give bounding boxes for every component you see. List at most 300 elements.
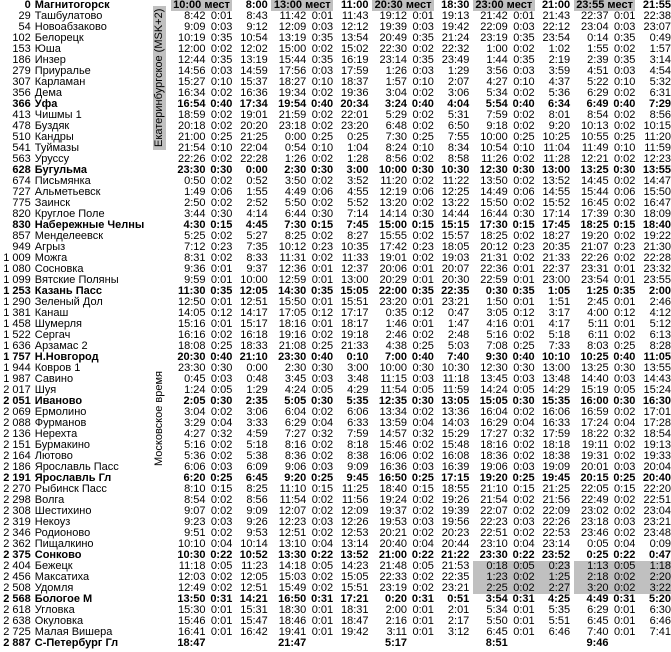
arrival-time: 23:18 (581, 516, 609, 528)
arrival-time: 1:23 (473, 572, 508, 583)
arrival-time: 8:51 (485, 637, 508, 649)
arrival-time: 8:16 (284, 439, 307, 451)
departure-time: 0:10 (346, 351, 369, 363)
stop-duration: 0:30 (210, 208, 233, 220)
departure-time: 11:22 (442, 175, 470, 187)
local-departure-time: 20:30 мест (372, 0, 434, 11)
distance-km: 2 191 (3, 472, 31, 484)
arrival-time: 5:34 (486, 604, 508, 616)
departure-time: 18:38 (542, 450, 571, 462)
departure-time: 1:51 (548, 296, 571, 308)
stop-duration: 0:01 (311, 604, 334, 616)
arrival-time: 20:12 (480, 241, 508, 253)
tz-spacer (152, 638, 171, 649)
arrival-time: 19:34 (278, 87, 307, 99)
stop-duration (206, 638, 233, 649)
departure-time: 11:59 (644, 142, 671, 154)
tz-spacer (152, 297, 171, 308)
tz-spacer (152, 561, 171, 572)
departure-time: 15:31 (240, 604, 268, 616)
departure-time: 19:26 (441, 494, 470, 506)
stop-duration: 0:30 (311, 395, 334, 407)
stop-duration: 0:02 (311, 329, 334, 341)
arrival-time: 10:00 (379, 362, 408, 374)
distance-km: 2 051 (3, 395, 31, 407)
station-row (0, 143, 671, 154)
tz-spacer (152, 209, 171, 220)
stop-duration: 0:12 (210, 307, 233, 319)
arrival-time: 4:16 (486, 318, 508, 330)
arrival-time: 2:18 (574, 572, 609, 583)
departure-time: 4:37 (548, 76, 571, 88)
arrival-time: 16:44 (480, 208, 508, 220)
departure-time: 10:54 (240, 32, 268, 44)
stop-duration: 0:22 (311, 549, 334, 561)
stop-duration: 0:02 (412, 109, 434, 121)
departure-time: 6:33 (347, 417, 369, 429)
departure-time: 2:07 (447, 76, 470, 88)
stop-duration: 0:40 (411, 98, 434, 110)
departure-time: 20:20 (240, 120, 268, 132)
stop-duration: 0:02 (513, 406, 535, 418)
stop-duration: 0:02 (412, 494, 434, 506)
departure-time: 5:03 (447, 340, 470, 352)
stop-duration: 0:02 (311, 230, 334, 242)
departure-time: 11:56 (341, 494, 369, 506)
arrival-time: 14:49 (480, 186, 508, 198)
departure-time: 0:49 (649, 32, 671, 44)
departure-time: 18:55 (441, 483, 470, 495)
arrival-time: 12:30 (479, 164, 508, 176)
arrival-time: 19:39 (379, 21, 408, 33)
stop-duration: 0:25 (613, 131, 636, 143)
distance-km: 1 009 (3, 252, 31, 264)
stop-duration: 0:01 (513, 626, 535, 638)
arrival-time: 17:56 (278, 65, 307, 77)
arrival-time: 16:36 (379, 461, 408, 473)
station-name: Сергач (34, 329, 71, 341)
arrival-time: 6:49 (586, 98, 609, 110)
stop-duration: 0:02 (613, 450, 636, 462)
arrival-time: 10:55 (581, 131, 609, 143)
station-name: Новоабзаково (34, 21, 107, 33)
stop-duration: 0:06 (613, 186, 636, 198)
arrival-time: 20:06 (379, 263, 408, 275)
departure-time: 12:26 (341, 516, 369, 528)
stop-duration: 0:30 (311, 164, 334, 176)
departure-time: 3:12 (447, 626, 470, 638)
departure-time: 16:39 (441, 461, 470, 473)
station-name: Шуя (34, 384, 57, 396)
stop-duration: 0:05 (609, 561, 636, 572)
departure-time: 22:51 (643, 494, 671, 506)
departure-time: 21:10 (239, 351, 268, 363)
station-name: Сонково (34, 549, 82, 561)
stop-duration: 0:02 (513, 329, 535, 341)
arrival-time: 21:07 (581, 241, 609, 253)
departure-time: 5:32 (649, 76, 671, 88)
stop-duration: 0:02 (513, 494, 535, 506)
stop-duration: 0:02 (508, 583, 535, 594)
arrival-time: 3:29 (184, 417, 206, 429)
departure-time: 22:53 (542, 527, 571, 539)
arrival-time: 0:25 (586, 549, 609, 561)
departure-time: 14:59 (240, 65, 268, 77)
arrival-time: 18:47 (177, 637, 206, 649)
arrival-time: 16:34 (177, 87, 206, 99)
station-row (0, 341, 671, 352)
stop-duration: 0:02 (412, 230, 434, 242)
departure-time: 21:25 (542, 483, 571, 495)
distance-km: 2 456 (3, 571, 31, 583)
stop-duration: 0:05 (311, 560, 334, 572)
station-name: Шумерля (34, 318, 83, 330)
departure-time: 7:35 (246, 241, 268, 253)
arrival-time: 12:49 (177, 582, 206, 594)
arrival-time: 13:25 (580, 164, 609, 176)
distance-km: 2 298 (3, 494, 31, 506)
departure-time: 15:57 (441, 230, 470, 242)
stop-duration: 0:01 (412, 263, 434, 275)
departure-time: 21:22 (441, 549, 470, 561)
arrival-time: 13:25 (581, 362, 609, 374)
stop-duration: 0:40 (411, 351, 434, 363)
stop-duration: 0:02 (210, 582, 233, 594)
stop-duration: 0:02 (412, 175, 434, 187)
arrival-time: 17:30 (479, 219, 508, 231)
station-name: Агрыз (34, 241, 66, 253)
departure-time (333, 638, 368, 649)
arrival-time: 19:37 (379, 505, 408, 517)
departure-time: 3:48 (347, 373, 369, 385)
station-row (0, 363, 671, 374)
departure-time (635, 638, 671, 649)
departure-time: 12:51 (240, 296, 268, 308)
arrival-time: 6:45 (486, 626, 508, 638)
stop-duration: 0:03 (311, 516, 334, 528)
stop-duration: 0:25 (512, 472, 535, 484)
departure-time: 15:24 (643, 384, 671, 396)
stop-duration: 0:02 (210, 494, 233, 506)
station-name: Канаш (34, 307, 69, 319)
station-name: Вятские Поляны (34, 274, 119, 286)
tz-spacer (152, 330, 171, 341)
departure-time: 1:04 (347, 142, 369, 154)
stop-duration: 0:04 (210, 417, 233, 429)
stop-duration: 0:30 (513, 362, 535, 374)
stop-duration: 0:04 (210, 538, 233, 550)
departure-time: 6:30 (649, 604, 671, 616)
arrival-time: 9:06 (284, 461, 307, 473)
station-name: Фурманов (34, 417, 87, 429)
arrival-time: 13:45 (480, 373, 508, 385)
departure-time: 15:35 (541, 395, 571, 407)
station-name: Ярославль Гл (34, 472, 112, 484)
departure-time: 7:40 (447, 351, 470, 363)
arrival-time: 15:16 (177, 318, 206, 330)
arrival-time: 19:20 (479, 472, 508, 484)
arrival-time: 0:50 (184, 175, 206, 187)
arrival-time: 11:54 (380, 384, 408, 396)
local-departure-time: 23:55 мест (574, 0, 636, 11)
stop-duration: 0:02 (311, 87, 334, 99)
departure-time: 2:17 (447, 615, 470, 627)
distance-km: 2 725 (3, 626, 31, 638)
arrival-time: 19:06 (480, 461, 508, 473)
arrival-time: 10:25 (580, 351, 609, 363)
departure-time: 10:30 (441, 164, 470, 176)
station-name: Пищалкино (34, 538, 94, 550)
stop-duration: 0:25 (411, 472, 434, 484)
distance-km: 279 (12, 65, 31, 77)
arrival-time: 16:16 (177, 329, 206, 341)
stop-duration: 0:02 (513, 439, 535, 451)
stop-duration: 0:03 (412, 21, 434, 33)
departure-time: 15:05 (340, 285, 369, 297)
stop-duration: 0:01 (613, 296, 636, 308)
stop-duration: 0:40 (210, 98, 233, 110)
station-name: Карламан (34, 76, 86, 88)
stop-duration: 0:01 (613, 626, 636, 638)
station-row (0, 572, 671, 583)
departure-time: 17:14 (542, 208, 571, 220)
arrival-time: 1:26 (385, 65, 408, 77)
departure-time: 10:14 (240, 538, 268, 550)
msk-departure-time: 8:00 (245, 0, 268, 11)
station-row (0, 440, 671, 451)
departure-time: 21:53 (441, 560, 470, 572)
arrival-time: 15:44 (278, 54, 307, 66)
distance-km: 2 346 (3, 527, 31, 539)
stop-duration: 0:01 (613, 318, 636, 330)
station-name: Ковров 1 (34, 362, 81, 374)
stop-duration: 0:30 (210, 164, 233, 176)
departure-time: 11:23 (241, 560, 268, 572)
stop-duration: 0:23 (210, 241, 233, 253)
departure-time: 18:33 (240, 340, 268, 352)
arrival-time: 15:44 (581, 186, 609, 198)
station-row (0, 594, 671, 605)
station-name: Заинск (34, 197, 71, 209)
arrival-time: 9:23 (184, 516, 206, 528)
departure-time: 23:55 (643, 274, 671, 286)
arrival-time: 4:27 (486, 76, 508, 88)
departure-time: 8:34 (447, 142, 470, 154)
station-name: Туймазы (34, 142, 80, 154)
departure-time (535, 638, 570, 649)
distance-km: 563 (12, 153, 31, 165)
stop-duration: 0:15 (210, 219, 233, 231)
distance-km: 857 (12, 230, 31, 242)
departure-time: 13:14 (341, 538, 369, 550)
arrival-time: 15:55 (379, 230, 408, 242)
arrival-time: 22:30 (379, 43, 408, 55)
stop-duration: 0:12 (412, 307, 434, 319)
departure-time: 3:00 (347, 362, 369, 374)
departure-time: 11:05 (643, 351, 671, 363)
arrival-time: 5:36 (184, 450, 206, 462)
departure-time: 5:31 (447, 109, 470, 121)
distance-km: 153 (12, 43, 31, 55)
arrival-time: 2:30 (284, 362, 307, 374)
arrival-time: 6:29 (284, 417, 307, 429)
arrival-time: 16:29 (480, 417, 508, 429)
arrival-time: 2:25 (473, 583, 508, 594)
stop-duration: 0:02 (513, 450, 535, 462)
arrival-time: 14:40 (581, 373, 609, 385)
arrival-time: 9:46 (586, 637, 609, 649)
stop-duration: 0:01 (613, 274, 636, 286)
stop-duration: 0:02 (210, 252, 233, 264)
arrival-time: 13:19 (278, 32, 307, 44)
arrival-time: 23:54 (581, 274, 609, 286)
stop-duration: 0:01 (412, 626, 434, 638)
departure-time: 23:20 (341, 120, 369, 132)
departure-time: 23:21 (643, 516, 671, 528)
departure-time: 17:28 (643, 417, 671, 429)
arrival-time: 18:22 (581, 428, 609, 440)
departure-time: 19:03 (441, 252, 470, 264)
station-row (0, 319, 671, 330)
distance-km: 727 (12, 186, 31, 198)
departure-time: 3:52 (347, 175, 369, 187)
arrival-time: 1:25 (586, 285, 609, 297)
departure-time: 7:55 (447, 131, 470, 143)
departure-time: 1:05 (548, 285, 571, 297)
distance-km: 1 987 (3, 373, 31, 385)
stop-duration: 0:35 (311, 32, 334, 44)
arrival-time: 19:16 (278, 329, 307, 341)
departure-time: 5:27 (246, 230, 268, 242)
arrival-time: 0:35 (385, 307, 408, 319)
stop-duration: 0:35 (513, 32, 535, 44)
arrival-time: 6:11 (587, 329, 609, 341)
arrival-time: 18:40 (379, 483, 408, 495)
stop-duration: 0:03 (311, 21, 334, 33)
station-row (0, 77, 671, 88)
stop-duration: 0:01 (311, 274, 334, 286)
stop-duration: 0:02 (412, 87, 434, 99)
arrival-time: 10:30 (177, 549, 206, 561)
departure-time: 21:43 (542, 10, 571, 22)
stop-duration: 0:05 (210, 384, 233, 396)
distance-km: 510 (12, 131, 31, 143)
departure-time: 18:09 (643, 208, 671, 220)
stop-duration: 0:25 (513, 340, 535, 352)
stop-duration: 0:30 (411, 164, 434, 176)
departure-time: 17:15 (441, 472, 470, 484)
station-name: Письмянка (34, 175, 91, 187)
departure-time: 16:30 (642, 395, 671, 407)
departure-time: 12:23 (643, 153, 671, 165)
station-name: Лютово (34, 450, 73, 462)
departure-time: 22:01 (341, 109, 369, 121)
arrival-time: 15:03 (278, 571, 307, 583)
stop-duration: 0:40 (613, 351, 636, 363)
departure-time: 5:18 (246, 439, 268, 451)
msk-departure-time: 11:00 (341, 0, 369, 11)
departure-time: 23:21 (441, 296, 470, 308)
arrival-time: 14:45 (581, 175, 609, 187)
station-row (0, 88, 671, 99)
departure-time: 21:33 (341, 340, 369, 352)
arrival-time: 0:30 (485, 285, 508, 297)
departure-time: 19:45 (541, 472, 571, 484)
departure-time: 23:07 (643, 21, 671, 33)
stop-duration: 0:01 (311, 615, 334, 627)
stop-duration: 0:31 (613, 593, 636, 605)
station-row (0, 605, 671, 616)
departure-time: 22:26 (542, 516, 571, 528)
arrival-time: 0:00 (284, 131, 307, 143)
stop-duration: 0:03 (311, 65, 334, 77)
departure-time: 1:25 (535, 572, 570, 583)
stop-duration: 0:01 (210, 604, 233, 616)
arrival-time: 15:05 (479, 395, 508, 407)
station-name: Удомля (34, 582, 74, 594)
stop-duration: 0:03 (412, 516, 434, 528)
departure-time: 9:37 (246, 263, 268, 275)
arrival-time: 7:40 (587, 626, 609, 638)
distance-km: 2 069 (3, 406, 31, 418)
stop-duration: 0:01 (412, 274, 434, 286)
departure-time: 3:33 (246, 417, 268, 429)
departure-time: 9:45 (346, 472, 369, 484)
departure-time: 10:00 (240, 274, 268, 286)
stop-duration: 0:02 (210, 505, 233, 517)
arrival-time: 9:51 (184, 527, 206, 539)
distance-km: 2 088 (3, 417, 31, 429)
stop-duration: 0:02 (311, 582, 334, 594)
arrival-time: 4:00 (587, 307, 609, 319)
arrival-time: 21:48 (379, 560, 408, 572)
stop-duration: 0:02 (210, 87, 233, 99)
arrival-time: 15:46 (177, 615, 206, 627)
stop-duration: 0:02 (210, 439, 233, 451)
tz-spacer (152, 495, 171, 506)
departure-time: 6:46 (649, 615, 671, 627)
stop-duration: 0:04 (513, 417, 535, 429)
departure-time: 21:24 (441, 32, 470, 44)
station-name: Сосновка (34, 263, 84, 275)
departure-time: 14:43 (643, 373, 671, 385)
stop-duration: 0:12 (311, 307, 334, 319)
stop-duration: 0:04 (412, 538, 434, 550)
station-name: Буздяк (34, 120, 70, 132)
departure-time: 9:53 (246, 527, 268, 539)
stop-duration: 0:02 (513, 87, 535, 99)
departure-time: 18:54 (643, 428, 671, 440)
departure-time: 11:25 (341, 483, 369, 495)
distance-km: 2 017 (3, 384, 31, 396)
arrival-time: 5:34 (486, 87, 508, 99)
stop-duration: 0:30 (411, 395, 434, 407)
station-row (0, 561, 671, 572)
arrival-time: 23:30 (177, 164, 206, 176)
arrival-time: 15:50 (480, 197, 508, 209)
stop-duration: 0:02 (412, 406, 434, 418)
station-row (0, 583, 671, 594)
arrival-time: 2:00 (385, 604, 408, 616)
departure-time: 2:46 (649, 296, 671, 308)
arrival-time: 9:59 (184, 274, 206, 286)
arrival-time: 1:26 (284, 153, 307, 165)
station-row (0, 484, 671, 495)
departure-time: 16:33 (542, 417, 571, 429)
stop-duration: 0:02 (311, 439, 334, 451)
arrival-time: 10:19 (177, 32, 206, 44)
departure-time: 13:55 (643, 362, 671, 374)
